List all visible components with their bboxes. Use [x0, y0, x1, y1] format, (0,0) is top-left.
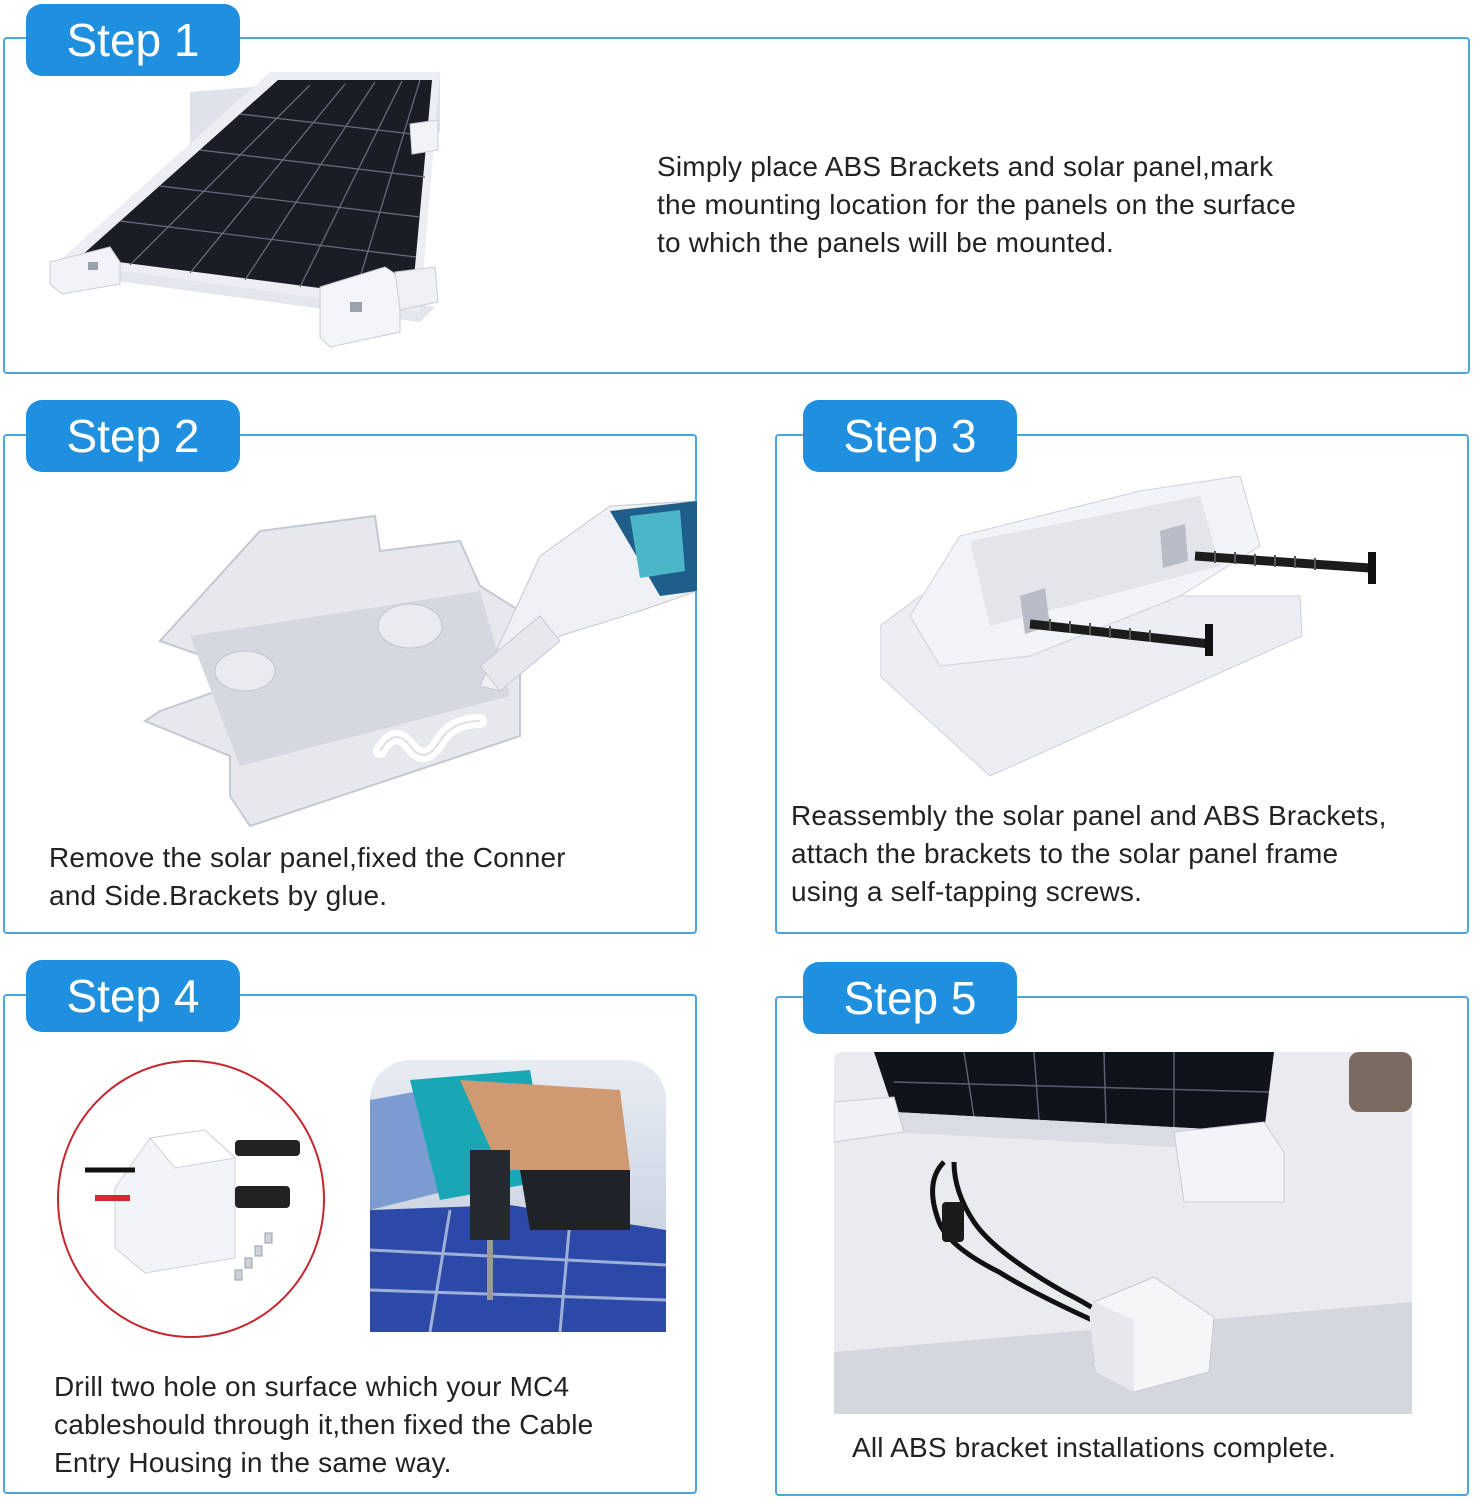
- step-3-description: [791, 797, 1387, 911]
- step-3-line-3: using a self-tapping screws.: [791, 876, 1143, 907]
- step-4-line-1: Drill two hole on surface which your MC4: [54, 1371, 570, 1402]
- step-2-description: [49, 839, 566, 915]
- step-4-description: [54, 1368, 593, 1482]
- step-2-badge: Step 2: [26, 400, 240, 472]
- step-1-badge: Step 1: [26, 4, 240, 76]
- step-1-description: [657, 148, 1296, 262]
- step-4-line-3: Entry Housing in the same way.: [54, 1447, 452, 1478]
- bracket-screws-illustration: [880, 476, 1380, 786]
- step-5-badge: Step 5: [803, 962, 1017, 1034]
- drilling-photo-illustration: [370, 1060, 666, 1332]
- step-4-line-2: cableshould through it,then fixed the Cable: [54, 1409, 594, 1440]
- step-1-line-3: to which the panels will be mounted.: [657, 227, 1115, 258]
- step-3-badge: Step 3: [803, 400, 1017, 472]
- step-5-description: [852, 1429, 1336, 1467]
- step-2-line-2: and Side.Brackets by glue.: [49, 880, 388, 911]
- cable-entry-housing-circle-illustration: [55, 1058, 327, 1340]
- step-3-line-2: attach the brackets to the solar panel frame: [791, 838, 1339, 869]
- solar-panel-on-brackets-illustration: [40, 62, 470, 352]
- step-1-line-1: Simply place ABS Brackets and solar panel,mark: [657, 151, 1274, 182]
- bracket-glue-illustration: [140, 496, 697, 831]
- step-2-line-1: Remove the solar panel,fixed the Conner: [49, 842, 566, 873]
- step-4-badge: Step 4: [26, 960, 240, 1032]
- step-3-line-1: Reassembly the solar panel and ABS Brackets,: [791, 800, 1387, 831]
- step-1-line-2: the mounting location for the panels on the surface: [657, 189, 1297, 220]
- completed-installation-photo-illustration: [834, 1052, 1412, 1414]
- step-5-line-1: All ABS bracket installations complete.: [852, 1432, 1337, 1463]
